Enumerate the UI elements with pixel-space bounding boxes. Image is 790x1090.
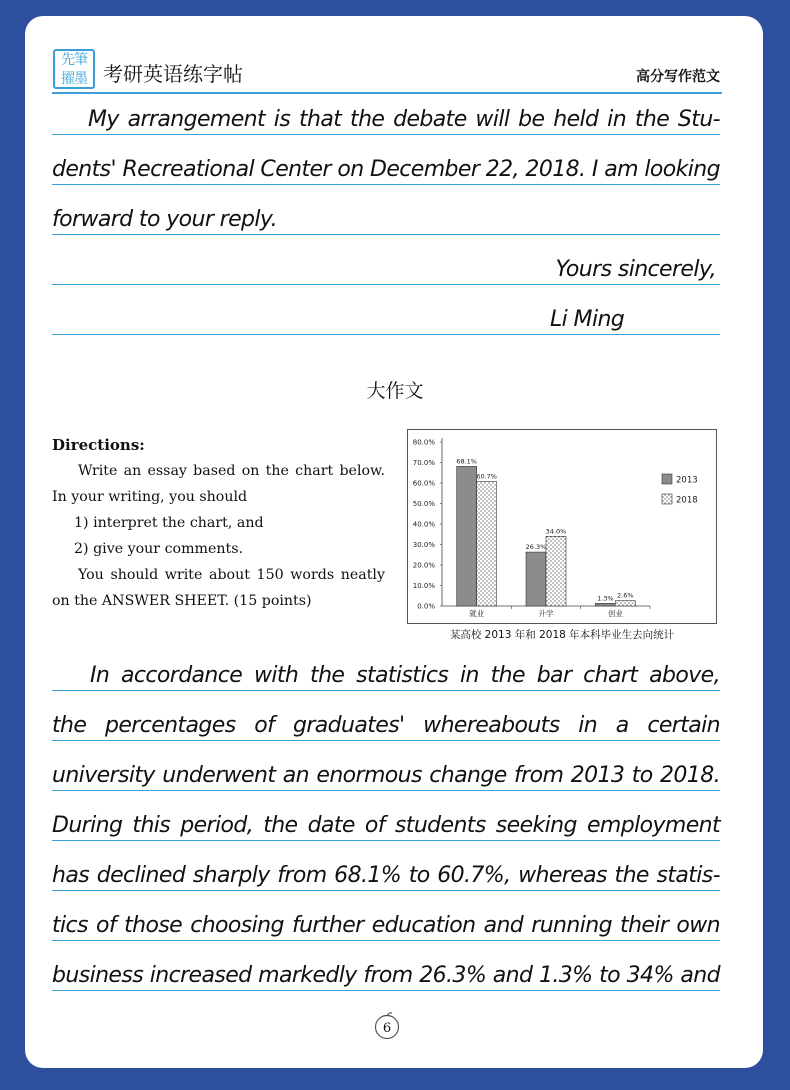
publisher-logo [53,49,95,89]
bar [457,466,477,606]
bar [477,482,497,606]
essay-line: has declined sharply from 68.1% to 60.7%, whereas the statis- [52,862,720,891]
essay-title: 大作文 [366,380,424,402]
y-tick-label: 10.0% [412,582,435,590]
page-number-badge [372,1010,402,1040]
letter-line: dents' Recreational Center on December 22, 2018. I am looking [52,156,720,185]
y-tick-label: 20.0% [412,561,435,570]
directions-text: Write an essay based on the chart below. [78,463,385,479]
section-title: 高分写作范文 [636,69,720,85]
bar [615,601,635,606]
letter-closing: Yours sincerely, [52,256,720,285]
legend-label: 2018 [676,495,698,506]
x-tick-label: 创业 [607,609,623,618]
y-tick-label: 50.0% [412,500,435,508]
bar-chart-svg [408,430,716,623]
book-title: 考研英语练字帖 [103,62,243,86]
legend-swatch [662,474,672,484]
data-label: 60.7% [476,472,497,481]
essay-line: business increased markedly from 26.3% and 1.3% to 34% and [52,962,720,991]
letter-line: My arrangement is that the debate will be held in the Stu- [52,106,720,135]
y-tick-label: 80.0% [412,438,435,447]
legend-swatch [662,494,672,504]
essay-line: In accordance with the statistics in the bar chart above, [52,662,720,691]
x-tick-label: 升学 [538,609,554,618]
essay-line: During this period, the date of students seeking employment [52,812,720,841]
data-label: 68.1% [456,457,477,466]
essay-line: tics of those choosing further education and running their own [52,912,720,941]
y-tick-label: 60.0% [412,479,435,488]
data-label: 26.3% [525,543,547,552]
chart-caption: 某高校 2013 年和 2018 年本科毕业生去向统计 [449,629,675,641]
bar [546,536,566,606]
letter-signature: Li Ming [52,306,720,335]
legend-label: 2013 [676,475,698,486]
bar [526,552,546,606]
y-tick-label: 0.0% [417,602,435,611]
logo-text-bottom: 擢墨 [61,71,87,87]
data-label: 2.6% [617,591,634,600]
directions-item: 1) interpret the chart, and [74,515,264,531]
directions-item: 2) give your comments. [74,541,244,557]
bar [595,603,615,606]
directions-text: on the ANSWER SHEET. (15 points) [52,593,312,609]
directions-text: You should write about 150 words neatly [78,567,385,583]
letter-line: forward to your reply. [52,206,720,235]
essay-line: university underwent an enormous change from 2013 to 2018. [52,762,720,791]
data-label: 34.0% [545,527,567,536]
y-tick-label: 70.0% [412,459,435,467]
page-number: 6 [382,1021,392,1036]
x-tick-label: 就业 [469,609,485,618]
directions-heading: Directions: [52,436,145,454]
bar-chart [407,429,717,624]
logo-text-top: 先筆 [61,52,87,68]
header-rule [52,92,722,94]
directions-text: In your writing, you should [52,489,248,505]
data-label: 1.3% [597,594,614,603]
y-tick-label: 30.0% [412,541,435,549]
directions-block [52,432,385,614]
essay-line: the percentages of graduates' whereabouts in a certain [52,712,720,741]
y-tick-label: 40.0% [412,520,435,529]
